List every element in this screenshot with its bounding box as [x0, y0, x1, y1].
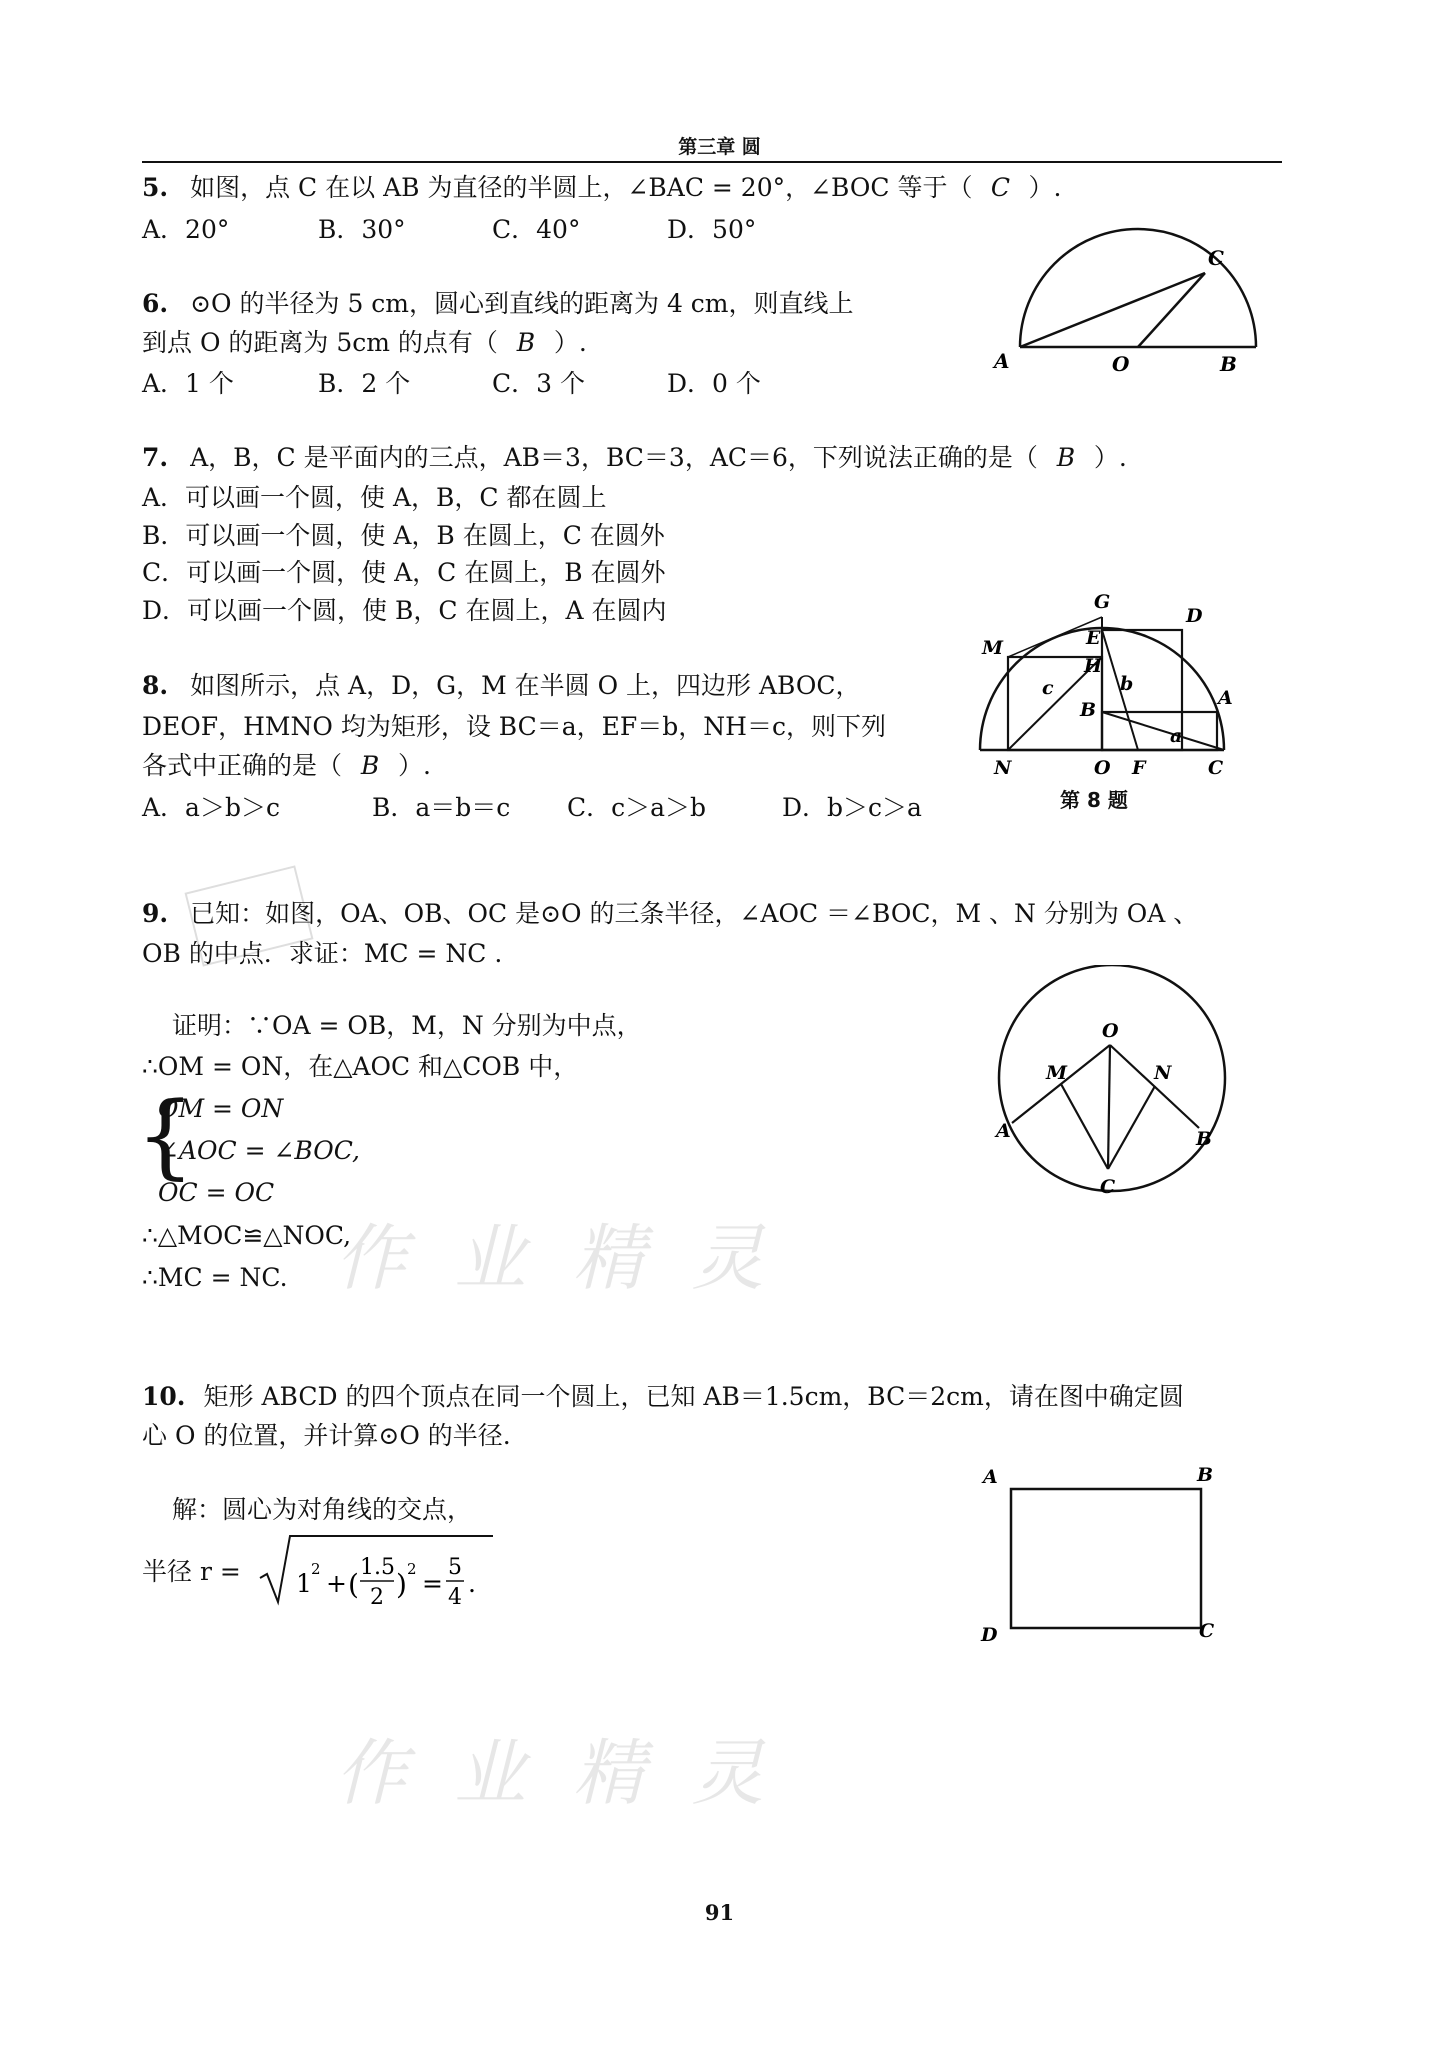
q6-line2-after: ）.	[553, 328, 587, 357]
q9-proof-line1: 证明：∵OA = OB，M，N 分别为中点，	[172, 1011, 642, 1040]
watermark-1: 作 业 精 灵	[335, 1216, 776, 1300]
q5-stem	[142, 172, 1061, 204]
chapter-title: 第三章 圆	[678, 136, 761, 158]
q5-stem-after: ）.	[1028, 173, 1062, 202]
q10-number: 10.	[142, 1382, 186, 1411]
q8-option-b: B．a＝b＝c	[372, 793, 511, 822]
q6-answer: B	[516, 328, 536, 357]
q7-option-a: A．可以画一个圆，使 A，B，C 都在圆上	[142, 483, 607, 512]
q10-paren-close: )	[396, 1568, 407, 1601]
q10-label-c: C	[1199, 1620, 1215, 1642]
q10-label-d: D	[981, 1624, 998, 1646]
q9-segment-nc	[1108, 1086, 1155, 1169]
q5-answer: C	[990, 173, 1011, 202]
q9-radius-oc	[1108, 1045, 1110, 1169]
q8-label-e: E	[1086, 627, 1101, 649]
q8-label-c: C	[1208, 757, 1224, 779]
q6-option-b: B．2 个	[318, 369, 411, 398]
q10-line1-text: 矩形 ABCD 的四个顶点在同一个圆上，已知 AB＝1.5cm，BC＝2cm，请在图中确定圆	[203, 1382, 1184, 1411]
q8-label-c-lower: c	[1042, 677, 1054, 699]
q10-solution-prefix: 半径 r =	[142, 1557, 241, 1586]
q6-option-a: A．1 个	[142, 369, 234, 398]
q8-label-a-lower: a	[1170, 725, 1183, 747]
q8-option-a: A．a＞b＞c	[142, 793, 280, 822]
q8-label-o: O	[1094, 757, 1111, 779]
q6-line2	[142, 327, 587, 359]
q8-caption: 第 8 题	[1060, 788, 1128, 812]
q10-frac-num: 1.5	[360, 1555, 395, 1580]
q7-option-b: B．可以画一个圆，使 A，B 在圆上，C 在圆外	[142, 521, 665, 550]
q5-option-c: C．40°	[492, 215, 581, 244]
q8-label-f: F	[1132, 757, 1146, 779]
q9-figure	[990, 965, 1240, 1205]
q7-option-d: D．可以画一个圆，使 B，C 在圆上，A 在圆内	[142, 596, 667, 625]
q10-line2: 心 O 的位置，并计算⊙O 的半径.	[142, 1421, 511, 1450]
q5-option-d: D．50°	[667, 215, 757, 244]
page-number: 91	[704, 1900, 735, 1925]
q6-number: 6.	[142, 289, 169, 318]
q8-line1-text: 如图所示，点 A，D，G，M 在半圆 O 上，四边形 ABOC，	[190, 671, 861, 700]
q10-result-num: 5	[448, 1555, 462, 1580]
q9-brace: {	[136, 1082, 195, 1189]
q9-conclusion-1: ∴△MOC≌△NOC,	[142, 1221, 352, 1250]
q10-label-a: A	[983, 1466, 998, 1488]
q9-line1	[142, 898, 1198, 930]
q8-figure	[970, 592, 1240, 782]
q8-label-g: G	[1094, 592, 1111, 613]
watermark-2: 作 业 精 灵	[335, 1731, 776, 1815]
q7-answer: B	[1056, 443, 1076, 472]
q8-line3-after: ）.	[398, 751, 431, 780]
q9-label-n: N	[1154, 1062, 1172, 1084]
q5-option-b: B．30°	[318, 215, 406, 244]
q8-option-c: C．c＞a＞b	[567, 793, 707, 822]
q8-label-b-lower: b	[1120, 673, 1134, 695]
q8-label-d: D	[1186, 605, 1203, 627]
q5-number: 5.	[142, 173, 169, 202]
q7-stem	[142, 442, 1127, 474]
q10-plus: +	[326, 1569, 347, 1598]
q8-line3-before: 各式中正确的是（	[142, 751, 343, 780]
q10-equals: =	[422, 1569, 443, 1598]
q8-label-b: B	[1080, 699, 1097, 721]
q9-line2: OB 的中点．求证：MC = NC .	[142, 939, 503, 968]
q10-radical-expression	[258, 1530, 498, 1610]
q9-label-a: A	[996, 1120, 1011, 1142]
q5-figure	[990, 225, 1260, 375]
q5-label-a: A	[994, 349, 1010, 373]
q8-line3	[142, 750, 431, 782]
q10-label-b: B	[1197, 1464, 1214, 1486]
q10-period: .	[468, 1569, 476, 1598]
q8-label-h: H	[1084, 655, 1102, 677]
q10-radicand-one: 1	[296, 1569, 312, 1598]
q7-stem-before: A，B，C 是平面内的三点，AB＝3，BC＝3，AC＝6，下列说法正确的是（	[190, 443, 1038, 472]
q9-number: 9.	[142, 899, 169, 928]
q6-option-d: D．0 个	[667, 369, 761, 398]
q9-label-m: M	[1046, 1062, 1068, 1084]
q10-line1	[142, 1381, 1184, 1413]
q8-label-m: M	[982, 637, 1004, 659]
q5-chord-ac	[1020, 273, 1205, 347]
q8-label-n: N	[994, 757, 1012, 779]
q6-line1-text: ⊙O 的半径为 5 cm，圆心到直线的距离为 4 cm，则直线上	[190, 289, 854, 318]
q10-figure	[975, 1455, 1225, 1655]
q5-stem-before: 如图，点 C 在以 AB 为直径的半圆上，∠BAC = 20°，∠BOC 等于（	[190, 173, 973, 202]
q9-line1-text: 已知：如图，OA、OB、OC 是⊙O 的三条半径，∠AOC ＝∠BOC，M 、N 分别为 OA 、	[190, 899, 1199, 928]
q9-conclusion-2: ∴MC = NC.	[142, 1263, 288, 1292]
q8-line1	[142, 670, 861, 702]
q5-label-o: O	[1112, 352, 1130, 375]
q8-label-a: A	[1218, 687, 1233, 709]
q5-radius-oc	[1138, 273, 1205, 347]
q10-solution-line1: 解：圆心为对角线的交点，	[172, 1495, 473, 1524]
q10-exponent-2: 2	[407, 1560, 417, 1578]
q6-line2-before: 到点 O 的距离为 5cm 的点有（	[142, 328, 498, 357]
q9-system-3: OC = OC	[158, 1178, 275, 1207]
q10-result-den: 4	[448, 1585, 462, 1610]
q8-diag-bc	[1102, 712, 1224, 750]
q10-frac-den: 2	[370, 1585, 384, 1610]
q7-number: 7.	[142, 443, 169, 472]
q6-line1	[142, 288, 854, 320]
q9-segment-mc	[1061, 1084, 1108, 1169]
q7-stem-after: ）.	[1093, 443, 1127, 472]
q10-paren-open: (	[348, 1568, 359, 1601]
q7-option-c: C．可以画一个圆，使 A，C 在圆上，B 在圆外	[142, 558, 666, 587]
q10-exponent-1: 2	[311, 1560, 321, 1578]
q5-option-a: A．20°	[142, 215, 230, 244]
q9-circle	[999, 965, 1225, 1191]
q9-system-2: ∠AOC = ∠BOC,	[158, 1136, 360, 1165]
header-rule	[142, 161, 1282, 163]
q9-label-c: C	[1100, 1176, 1116, 1198]
q9-proof-line2: ∴OM = ON，在△AOC 和△COB 中，	[142, 1052, 579, 1081]
q10-rectangle	[1011, 1489, 1201, 1628]
q8-line2: DEOF，HMNO 均为矩形，设 BC＝a，EF＝b，NH＝c，则下列	[142, 712, 886, 741]
q6-option-c: C．3 个	[492, 369, 585, 398]
q9-system-1: OM = ON	[158, 1094, 284, 1123]
q8-number: 8.	[142, 671, 169, 700]
q8-answer: B	[360, 751, 380, 780]
q5-label-c: C	[1208, 246, 1224, 270]
q9-label-b: B	[1196, 1128, 1213, 1150]
q9-label-o: O	[1102, 1020, 1119, 1042]
q8-option-d: D．b＞c＞a	[782, 793, 922, 822]
q5-label-b: B	[1220, 352, 1237, 375]
